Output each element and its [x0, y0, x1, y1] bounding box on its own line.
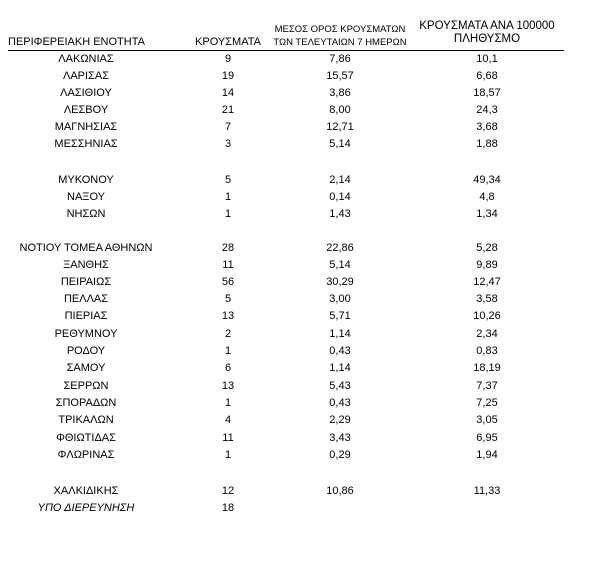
cell-region: ΣΠΟΡΑΔΩΝ — [55, 397, 117, 409]
table-row — [0, 412, 609, 429]
cell-region: ΜΕΣΣΗΝΙΑΣ — [54, 138, 118, 150]
cell-cases: 5 — [224, 174, 232, 186]
cell-per: 3,58 — [476, 293, 498, 305]
table-row — [0, 85, 609, 102]
cell-cases: 1 — [224, 191, 232, 203]
cell-cases: 1 — [224, 345, 232, 357]
cell-per: 2,34 — [476, 328, 498, 340]
cell-per: 4,8 — [479, 191, 495, 203]
table-row — [0, 172, 609, 189]
cell-region: ΣΑΜΟΥ — [66, 362, 106, 374]
cell-cases: 5 — [224, 293, 232, 305]
cell-avg: 2,14 — [329, 174, 351, 186]
cell-cases: 21 — [221, 104, 235, 116]
cell-per: 0,83 — [476, 345, 498, 357]
cell-cases: 11 — [222, 432, 234, 444]
cell-per: 18,19 — [473, 362, 501, 374]
cell-region: ΝΗΣΩΝ — [66, 208, 106, 220]
cell-region: ΛΑΚΩΝΙΑΣ — [58, 53, 114, 65]
cell-cases: 28 — [221, 242, 235, 254]
table-row — [0, 308, 609, 325]
cell-per: 10,1 — [476, 53, 498, 65]
cell-region: ΛΑΣΙΘΙΟΥ — [60, 87, 112, 99]
cell-avg: 30,29 — [326, 276, 354, 288]
cell-avg: 12,71 — [326, 121, 354, 133]
cell-avg: 0,29 — [329, 449, 351, 461]
cell-region: ΧΑΛΚΙΔΙΚΗΣ — [53, 485, 119, 497]
table-row — [0, 240, 609, 257]
cell-region: ΜΥΚΟΝΟΥ — [58, 174, 114, 186]
cell-cases: 1 — [224, 449, 232, 461]
cell-avg: 1,14 — [329, 328, 351, 340]
cell-cases: 4 — [224, 414, 232, 426]
header-per-line2: ΠΛΗΘΥΣΜΟ — [453, 33, 521, 45]
cell-cases: 18 — [221, 502, 235, 514]
table-row — [0, 430, 609, 447]
cell-avg: 1,43 — [329, 208, 351, 220]
cell-avg: 0,43 — [329, 345, 351, 357]
cell-avg: 0,43 — [329, 397, 351, 409]
cell-cases: 19 — [221, 70, 235, 82]
cell-per: 1,94 — [476, 449, 498, 461]
cell-region: ΡΟΔΟΥ — [66, 345, 106, 357]
cell-region: ΦΘΙΩΤΙΔΑΣ — [56, 432, 116, 444]
cell-per: 9,89 — [476, 259, 498, 271]
cell-per: 24,3 — [476, 104, 498, 116]
cell-cases: 3 — [224, 138, 232, 150]
table-row — [0, 119, 609, 136]
cell-avg: 5,14 — [329, 138, 351, 150]
cell-per: 7,25 — [476, 397, 498, 409]
table-row — [0, 68, 609, 85]
cell-avg: 2,29 — [329, 414, 351, 426]
cell-region: ΞΑΝΘΗΣ — [63, 259, 109, 271]
cell-per: 1,88 — [476, 138, 498, 150]
cell-cases: 1 — [224, 208, 232, 220]
header-avg-line1: ΜΕΣΟΣ ΟΡΟΣ ΚΡΟΥΣΜΑΤΩΝ — [274, 24, 406, 35]
cell-region: ΠΙΕΡΙΑΣ — [64, 310, 108, 322]
cell-cases: 13 — [221, 310, 235, 322]
table-row — [0, 378, 609, 395]
cell-region: ΦΛΩΡΙΝΑΣ — [57, 449, 115, 461]
header-cases-per-100000 — [410, 20, 564, 46]
cell-region: ΡΕΘΥΜΝΟΥ — [54, 328, 118, 340]
table-row — [0, 483, 609, 500]
table-row — [0, 136, 609, 153]
cell-per: 7,37 — [476, 380, 498, 392]
cell-cases: 14 — [221, 87, 235, 99]
cell-cases: 9 — [224, 53, 232, 65]
cell-cases: 7 — [224, 121, 232, 133]
cell-region: ΥΠΟ ΔΙΕΡΕΥΝΗΣΗ — [37, 502, 135, 514]
cell-region: ΝΑΞΟΥ — [67, 191, 105, 203]
cell-per: 12,47 — [473, 276, 501, 288]
table-row — [0, 51, 609, 68]
cell-per: 3,68 — [476, 121, 498, 133]
header-avg-7-days — [272, 23, 408, 49]
cell-avg: 10,86 — [326, 485, 354, 497]
header-per-line1: ΚΡΟΥΣΜΑΤΑ ΑΝΑ 100000 — [419, 20, 555, 32]
table-row — [0, 447, 609, 464]
cell-avg: 15,57 — [326, 70, 354, 82]
cell-region: ΤΡΙΚΑΛΩΝ — [58, 414, 114, 426]
cell-region: ΜΑΓΝΗΣΙΑΣ — [54, 121, 118, 133]
cell-region: ΛΕΣΒΟΥ — [63, 104, 109, 116]
cell-region: ΠΕΛΛΑΣ — [63, 293, 109, 305]
header-cases: ΚΡΟΥΣΜΑΤΑ — [195, 36, 261, 48]
cell-avg: 5,43 — [329, 380, 351, 392]
cell-cases: 2 — [224, 328, 232, 340]
cell-cases: 6 — [224, 362, 232, 374]
cell-per: 6,95 — [476, 432, 498, 444]
cell-per: 11,33 — [473, 485, 501, 497]
table-row — [0, 326, 609, 343]
cell-avg: 8,00 — [329, 104, 351, 116]
cell-per: 10,26 — [473, 310, 501, 322]
table-row — [0, 360, 609, 377]
cell-region: ΣΕΡΡΩΝ — [63, 380, 109, 392]
cell-cases: 1 — [224, 397, 232, 409]
cell-avg: 7,86 — [329, 53, 351, 65]
table-row — [0, 274, 609, 291]
cell-cases: 12 — [221, 485, 235, 497]
header-region: ΠΕΡΙΦΕΡΕΙΑΚΗ ΕΝΟΤΗΤΑ — [8, 36, 145, 48]
cell-region: ΠΕΙΡΑΙΩΣ — [60, 276, 112, 288]
cell-cases: 13 — [221, 380, 235, 392]
cell-avg: 3,00 — [329, 293, 351, 305]
cell-cases: 56 — [221, 276, 235, 288]
table-row — [0, 102, 609, 119]
table-row — [0, 291, 609, 308]
table-row — [0, 500, 609, 517]
table-row — [0, 343, 609, 360]
cell-region: ΝΟΤΙΟΥ ΤΟΜΕΑ ΑΘΗΝΩΝ — [19, 242, 153, 254]
cell-avg: 22,86 — [326, 242, 354, 254]
cell-avg: 3,86 — [329, 87, 351, 99]
header-avg-line2: ΤΩΝ ΤΕΛΕΥΤΑΙΩΝ 7 ΗΜΕΡΩΝ — [273, 37, 407, 48]
cell-avg: 3,43 — [329, 432, 351, 444]
cell-avg: 1,14 — [329, 362, 351, 374]
cell-avg: 5,14 — [329, 259, 351, 271]
table-row — [0, 206, 609, 223]
table-row — [0, 189, 609, 206]
cell-per: 3,05 — [476, 414, 498, 426]
table-row — [0, 395, 609, 412]
cell-per: 18,57 — [473, 87, 501, 99]
cell-region: ΛΑΡΙΣΑΣ — [62, 70, 109, 82]
cell-avg: 5,71 — [329, 310, 351, 322]
table-row — [0, 257, 609, 274]
cell-cases: 11 — [222, 259, 234, 271]
cell-avg: 0,14 — [329, 191, 351, 203]
cell-per: 49,34 — [473, 174, 501, 186]
cell-per: 5,28 — [476, 242, 498, 254]
cell-per: 6,68 — [476, 70, 498, 82]
cell-per: 1,34 — [476, 208, 498, 220]
